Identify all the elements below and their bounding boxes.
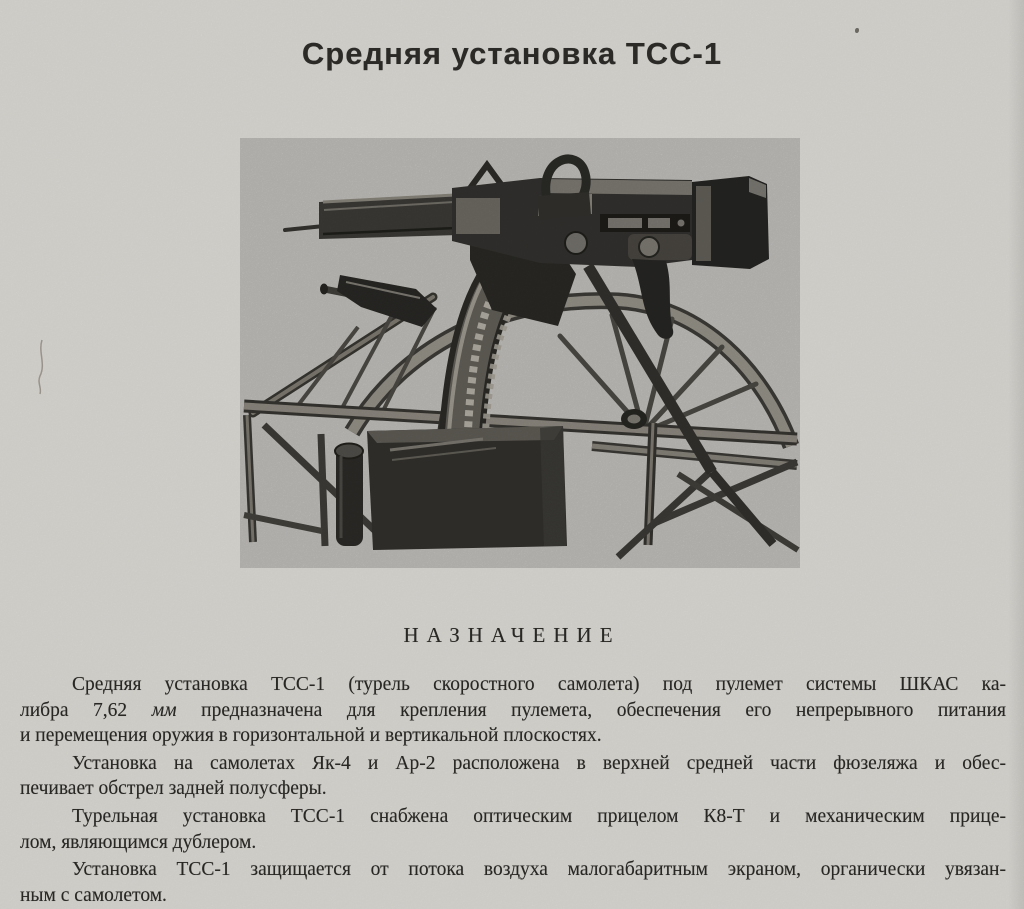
paragraph — [20, 804, 1006, 855]
page-edge-shadow — [1008, 0, 1024, 909]
paper-speck — [855, 28, 859, 33]
text-line: Турельная установка ТСС-1 снабжена оптическим прицелом К8-Т и механическим прице- — [72, 805, 1006, 827]
text-line: ным с самолетом. — [20, 884, 167, 906]
section-heading: НАЗНАЧЕНИЕ — [403, 623, 621, 647]
figure-tss1-turret — [240, 138, 800, 568]
page-title: Средняя установка ТСС-1 — [301, 36, 723, 71]
text-line: и перемещения оружия в горизонтальной и вертикальной плоскостях. — [20, 725, 602, 747]
text-line: либра 7,62 мм предназначена для крепления пулемета, обеспечения его непрерывного питания — [20, 699, 1006, 721]
body-paragraphs — [20, 672, 1006, 909]
text-line: лом, являющимся дублером. — [20, 831, 257, 853]
text-line: Средняя установка ТСС-1 (турель скоростного самолета) под пулемет системы ШКАС ка- — [72, 674, 1006, 695]
tss-1-turret-photo — [240, 138, 800, 568]
text-line: Установка ТСС-1 защищается от потока воздуха малогабаритным экраном, органически увязан- — [72, 859, 1006, 881]
paragraph — [20, 672, 1006, 749]
paragraph — [20, 751, 1006, 802]
paragraph — [20, 857, 1006, 908]
text-line: печивает обстрел задней полусферы. — [20, 778, 327, 800]
text-line: Установка на самолетах Як-4 и Ар-2 расположена в верхней средней части фюзеляжа и обес- — [72, 752, 1006, 774]
paper-scratch — [36, 338, 50, 396]
